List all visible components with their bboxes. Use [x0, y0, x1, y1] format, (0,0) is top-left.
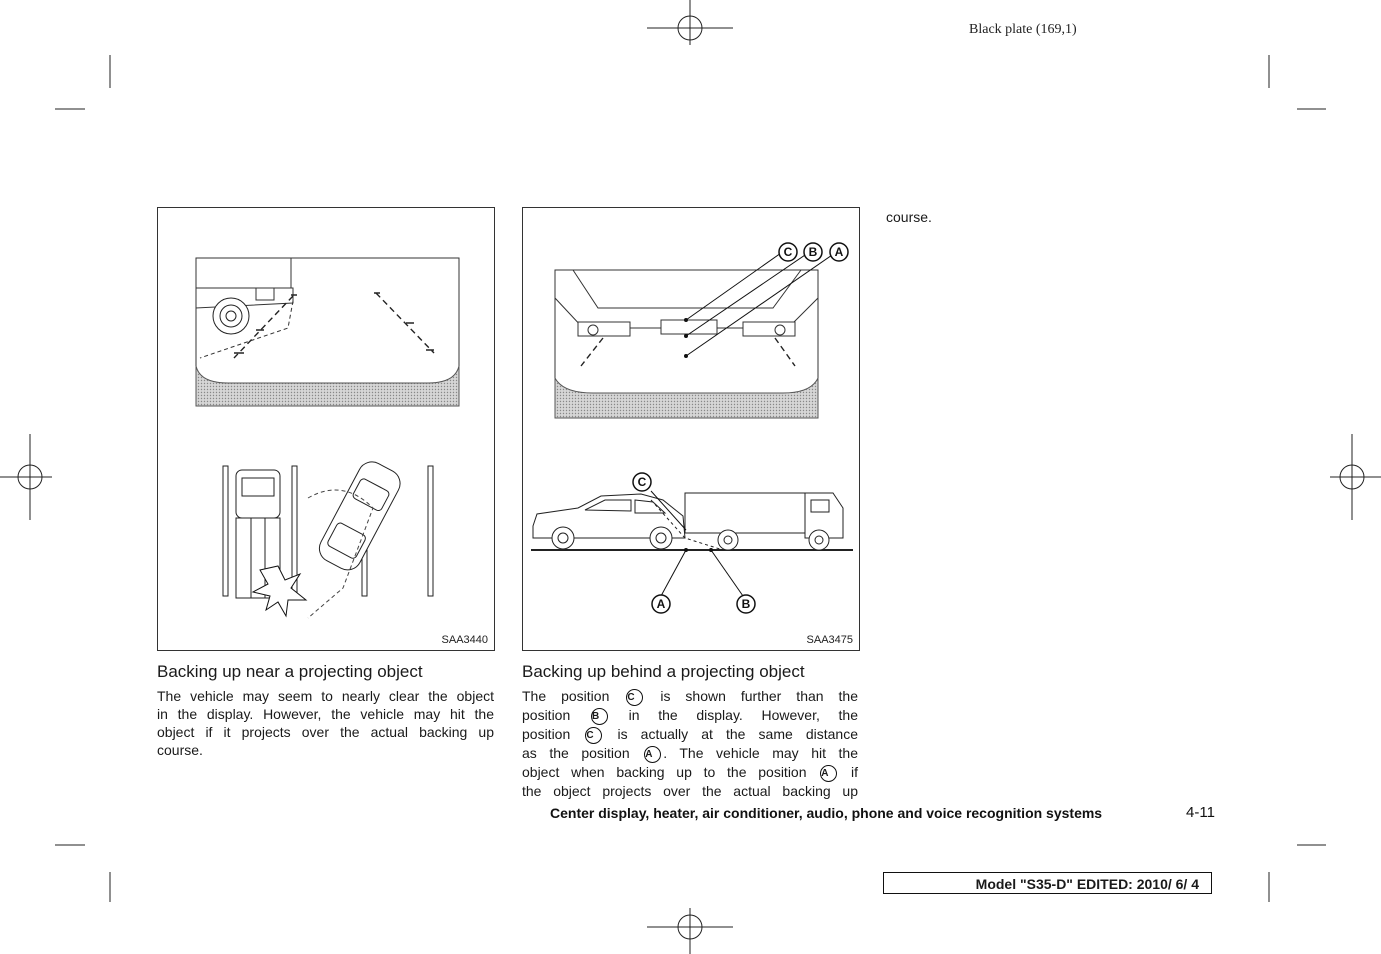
- section-heading-near: Backing up near a projecting object: [157, 662, 423, 681]
- page-number: 4-11: [1186, 804, 1215, 821]
- marker-a: A: [820, 765, 837, 782]
- figure-behind-object-illustration: [523, 208, 859, 650]
- body-line: The vehicle may seem to nearly clear the object: [157, 688, 494, 704]
- body-line: object when backing up to the position A if: [522, 764, 859, 780]
- marker-b: B: [591, 708, 608, 725]
- model-edited-box: Model "S35-D" EDITED: 2010/ 6/ 4: [883, 872, 1212, 894]
- continuation-text: course.: [886, 209, 932, 225]
- figure-near-object-illustration: [158, 208, 494, 650]
- chapter-title: Center display, heater, air conditioner, audio, phone and voice recognition systems: [550, 805, 1103, 821]
- body-line: The position C is shown further than the: [522, 688, 858, 704]
- label-b-side: B: [741, 597, 751, 611]
- section-body-behind: [522, 687, 858, 800]
- body-line: the object projects over the actual backing up: [522, 783, 858, 799]
- section-heading-behind: Backing up behind a projecting object: [522, 662, 805, 681]
- figure-code: SAA3440: [441, 634, 488, 646]
- body-line: in the display. However, the vehicle may hit the: [157, 706, 494, 722]
- plate-label: Black plate (169,1): [969, 22, 1077, 37]
- body-line: as the position A . The vehicle may hit the: [522, 745, 859, 761]
- body-line: position C is actually at the same distance: [522, 726, 859, 742]
- marker-c: C: [626, 689, 643, 706]
- label-a-side: A: [656, 597, 666, 611]
- label-a-top: A: [834, 245, 844, 259]
- body-line: object if it projects over the actual backing up: [157, 724, 494, 740]
- figure-behind-object: [522, 207, 860, 651]
- body-line: position B in the display. However, the: [522, 707, 858, 723]
- label-c-top: C: [783, 245, 793, 259]
- label-c-side: C: [637, 475, 647, 489]
- marker-c: C: [585, 727, 602, 744]
- marker-a: A: [644, 746, 661, 763]
- body-line: course.: [157, 742, 203, 758]
- figure-code: SAA3475: [806, 634, 853, 646]
- label-b-top: B: [808, 245, 818, 259]
- figure-near-object: [157, 207, 495, 651]
- section-body-near: [157, 687, 494, 759]
